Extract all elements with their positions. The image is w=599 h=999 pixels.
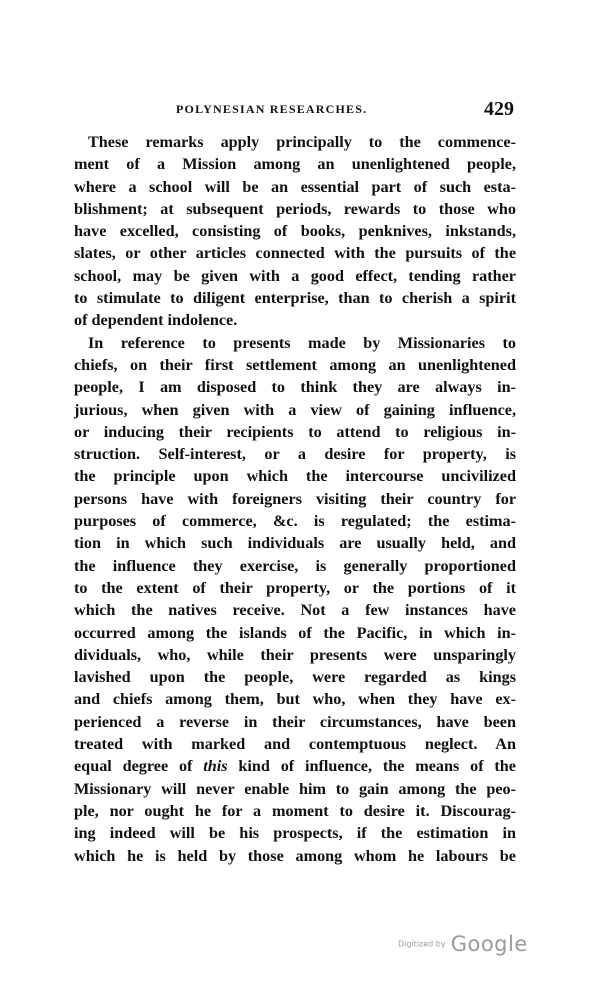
digitized-label: Digitized by [398,939,446,949]
text-line: to the extent of their property, or the portions of it [74,578,516,597]
text-line: In reference to presents made by Missionaries to [88,333,516,352]
emphasis: this [203,757,228,776]
text-line: the principle upon which the intercourse uncivilized [74,467,516,486]
text-line: ment of a Mission among an unenlightened people, [74,155,516,174]
text-line: occurred among the islands of the Pacific, in which in- [74,623,516,642]
text-line: jurious, when given with a view of gaining influence, [74,400,516,419]
text-line: ing indeed will be his prospects, if the estimation in [74,824,516,843]
text-line: purposes of commerce, &c. is regulated; the estima- [74,512,516,531]
text-line: slates, or other articles connected with the pursuits of the [74,244,516,263]
text-line: people, I am disposed to think they are always in- [74,378,516,397]
text-line: perienced a reverse in their circumstances, have been [74,712,516,731]
text-line: persons have with foreigners visiting their country for [74,489,516,508]
text-line: blishment; at subsequent periods, rewards to those who [74,199,516,218]
text-line: struction. Self-interest, or a desire for property, is [74,445,516,464]
google-logo: Google [450,932,528,956]
running-title: POLYNESIAN RESEARCHES. [176,102,368,116]
text-line: which he is held by those among whom he labours be [74,846,516,865]
text-line: equal degree of this kind of influence, the means of the [74,757,516,776]
text-line: treated with marked and contemptuous neglect. An [74,735,516,754]
text-line: dividuals, who, while their presents were unsparingly [74,645,516,664]
digitized-by-google-watermark [398,932,528,956]
text-line: Missionary will never enable him to gain among the peo- [74,779,516,798]
text-line: school, may be given with a good effect, tending rather [74,266,516,285]
text-line: where a school will be an essential part of such esta- [74,177,516,196]
page-header [74,98,516,124]
page-number: 429 [484,98,514,120]
text-line: the influence they exercise, is generally proportioned [74,556,516,575]
text-line: have excelled, consisting of books, penknives, inkstands, [74,222,516,241]
text-line: These remarks apply principally to the commence- [88,133,516,151]
text-line: and chiefs among them, but who, when they have ex- [74,690,516,709]
text-line: or inducing their recipients to attend to religious in- [74,422,516,441]
text-line: which the natives receive. Not a few instances have [74,601,516,620]
body-text [74,131,516,867]
text-line: tion in which such individuals are usually held, and [74,534,516,553]
text-line: ple, nor ought he for a moment to desire it. Discourag- [74,801,516,820]
text-line: lavished upon the people, were regarded as kings [74,668,516,687]
text-line: of dependent indolence. [74,311,238,330]
text-line: chiefs, on their first settlement among an unenlightened [74,355,516,374]
text-line: to stimulate to diligent enterprise, than to cherish a spirit [74,289,516,308]
